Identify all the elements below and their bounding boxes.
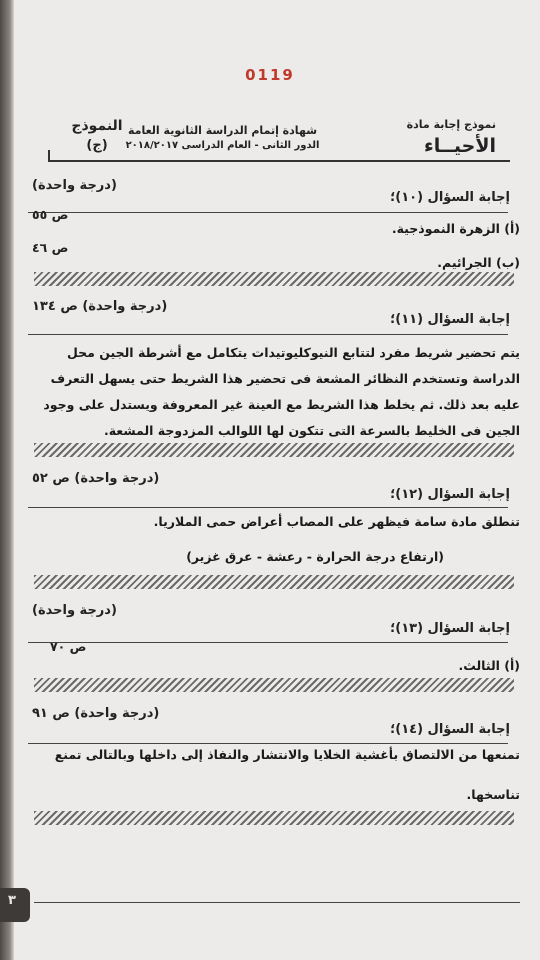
q13-mark: (درجة واحدة) (32, 603, 117, 618)
model-label: النموذج (71, 118, 123, 134)
section-divider (34, 811, 514, 825)
q11-underline (28, 334, 508, 335)
q12-underline (28, 507, 508, 508)
q14-mark: (درجة واحدة) ص ٩١ (32, 706, 160, 721)
section-divider (34, 443, 514, 457)
header-bracket-line (48, 150, 510, 162)
q13-item-a-ref: ص ٧٠ (50, 639, 87, 654)
model-letter: (ج) (86, 138, 108, 153)
q12-label: إجابة السؤال (١٢)؛ (390, 487, 510, 502)
q10-label: إجابة السؤال (١٠)؛ (390, 190, 510, 205)
q10-item-a: (أ) الزهرة النموذجية. (391, 221, 520, 236)
answer-model-label: نموذج إجابة مادة (406, 118, 496, 131)
section-divider (34, 272, 514, 286)
q10-underline (28, 212, 508, 213)
session-info: الدور الثانى - العام الدراسى ٢٠١٨/٢٠١٧ (125, 140, 320, 151)
q13-item-a: (أ) الثالث. (458, 658, 520, 673)
q11-label: إجابة السؤال (١١)؛ (390, 312, 510, 327)
q11-answer (20, 340, 520, 444)
certificate-title: شهادة إتمام الدراسة الثانوية العامة (127, 124, 318, 137)
section-divider (34, 575, 514, 589)
q11-mark: (درجة واحدة) ص ١٣٤ (32, 299, 168, 314)
q12-mark: (درجة واحدة) ص ٥٢ (32, 471, 160, 486)
exam-code: 0119 (245, 66, 295, 84)
q11-line: يتم تحضير شريط مفرد لتتابع النيوكليوتيدات يتكامل مع أشرطة الجين محل (67, 345, 520, 360)
q12-line-2: (ارتفاع درجة الحرارة - رعشة - عرق غزير) (186, 549, 444, 564)
q10-mark: (درجة واحدة) (32, 178, 117, 193)
q11-line: الدراسة وتستخدم النظائر المشعة فى تحضير هذا الشريط حتى يسهل التعرف (50, 371, 520, 386)
q14-line-2: تناسخها. (466, 787, 520, 802)
q11-line: الجين فى الخليط بالسرعة التى تتكون لها اللوالب المزدوجة المشعة. (103, 423, 520, 438)
footer-rule (34, 902, 520, 903)
q10-item-a-ref: ص ٥٥ (32, 207, 69, 222)
q14-line-1: تمنعها من الالتصاق بأغشية الخلايا والانتشار والنفاذ إلى داخلها وبالتالى تمنع (54, 747, 520, 762)
q13-label: إجابة السؤال (١٣)؛ (390, 621, 510, 636)
page-number: ٣ (8, 893, 16, 908)
page-edge-shadow (0, 0, 14, 960)
certificate-block (120, 124, 325, 151)
q14-underline (28, 743, 508, 744)
subject-title: الأحيــاء (424, 135, 496, 157)
q13-underline (28, 642, 508, 643)
q12-line-1: تنطلق مادة سامة فيظهر على المصاب أعراض حمى الملاريا. (153, 514, 520, 529)
q14-label: إجابة السؤال (١٤)؛ (390, 722, 510, 737)
q10-item-b: (ب) الجرائيم. (437, 255, 520, 270)
section-divider (34, 678, 514, 692)
q10-item-b-ref: ص ٤٦ (32, 240, 69, 255)
q11-line: عليه بعد ذلك. ثم يخلط هذا الشريط مع العينة غير المعروفة ويستدل على وجود (43, 397, 520, 412)
